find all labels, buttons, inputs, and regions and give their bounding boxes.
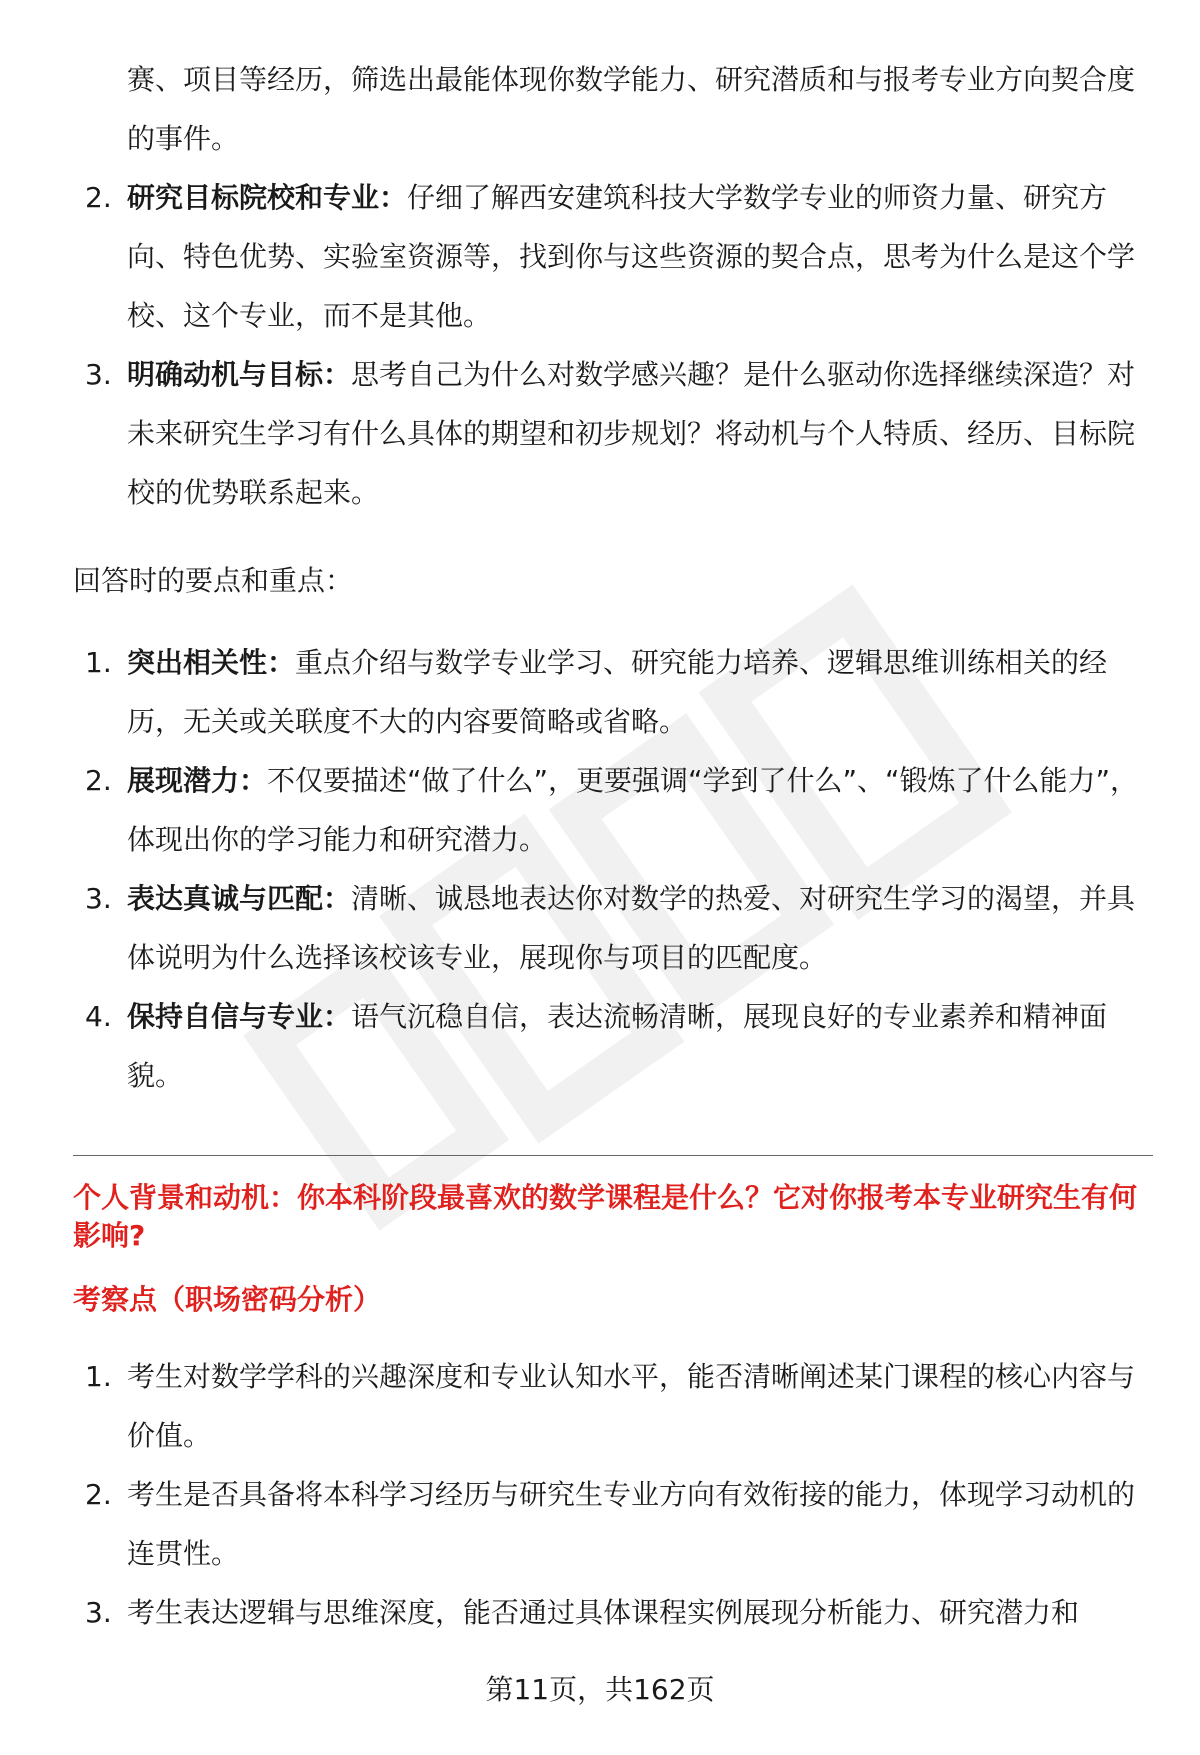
list-item-text: 重点介绍与数学专业学习、研究能力培养、逻辑思维训练相关的经历，无关或关联度不大的内容要简略或省略。 [127, 646, 1108, 738]
list-number: 2. [85, 181, 112, 214]
list-item-text: 不仅要描述“做了什么”，更要强调“学到了什么”、“锻炼了什么能力”，体现出你的学习能力和研究潜力。 [127, 764, 1139, 856]
list-number: 2. [85, 764, 112, 797]
list-number: 1. [85, 1360, 112, 1393]
page-footer: 第11页，共162页 [485, 1673, 715, 1706]
list-item-text: 语气沉稳自信，表达流畅清晰，展现良好的专业素养和精神面貌。 [127, 1000, 1108, 1092]
prep-steps-list [73, 50, 1153, 522]
list-item [73, 168, 1153, 345]
list-number: 4. [85, 1000, 112, 1033]
key-points-heading: 回答时的要点和重点： [73, 564, 354, 597]
list-item-bold: 突出相关性： [127, 646, 296, 679]
list-item [73, 633, 1153, 751]
list-item [73, 869, 1153, 987]
list-number: 1. [85, 646, 112, 679]
list-item [73, 1347, 1153, 1465]
list-item-bold: 研究目标院校和专业： [127, 181, 408, 214]
list-number: 3. [85, 358, 112, 391]
list-item-text: 仔细了解西安建筑科技大学数学专业的师资力量、研究方向、特色优势、实验室资源等，找到你与这些资源的契合点，思考为什么是这个学校、这个专业，而不是其他。 [127, 181, 1136, 332]
content [73, 50, 1153, 1642]
question-title: 个人背景和动机：你本科阶段最喜欢的数学课程是什么？它对你报考本专业研究生有何影响? [73, 1181, 1138, 1252]
list-item [73, 751, 1153, 869]
list-number: 2. [85, 1478, 112, 1511]
list-item [73, 50, 1153, 168]
list-item [73, 345, 1153, 522]
list-item-bold: 明确动机与目标： [127, 358, 352, 391]
analysis-list [73, 1347, 1153, 1642]
list-item-text: 清晰、诚恳地表达你对数学的热爱、对研究生学习的渴望，并具体说明为什么选择该校该专业，展现你与项目的匹配度。 [127, 882, 1136, 974]
list-item-bold: 展现潜力： [127, 764, 268, 797]
list-number: 3. [85, 882, 112, 915]
list-item-text: 考生对数学学科的兴趣深度和专业认知水平，能否清晰阐述某门课程的核心内容与价值。 [127, 1360, 1136, 1452]
list-number: 3. [85, 1596, 112, 1629]
list-item-bold: 表达真诚与匹配： [127, 882, 352, 915]
list-item [73, 987, 1153, 1105]
list-item-text: 思考自己为什么对数学感兴趣？是什么驱动你选择继续深造？对未来研究生学习有什么具体的期望和初步规划？将动机与个人特质、经历、目标院校的优势联系起来。 [127, 358, 1136, 509]
list-item-text: 考生表达逻辑与思维深度，能否通过具体课程实例展现分析能力、研究潜力和 [127, 1596, 1080, 1629]
key-points-list [73, 633, 1153, 1105]
list-item [73, 1465, 1153, 1583]
list-item-bold: 保持自信与专业： [127, 1000, 352, 1033]
list-item [73, 1583, 1153, 1642]
analysis-heading: 考察点（职场密码分析） [73, 1283, 382, 1316]
list-item-text: 考生是否具备将本科学习经历与研究生专业方向有效衔接的能力，体现学习动机的连贯性。 [127, 1478, 1136, 1570]
section-divider [73, 1155, 1153, 1156]
list-item-text: 赛、项目等经历，筛选出最能体现你数学能力、研究潜质和与报考专业方向契合度的事件。 [127, 63, 1136, 155]
